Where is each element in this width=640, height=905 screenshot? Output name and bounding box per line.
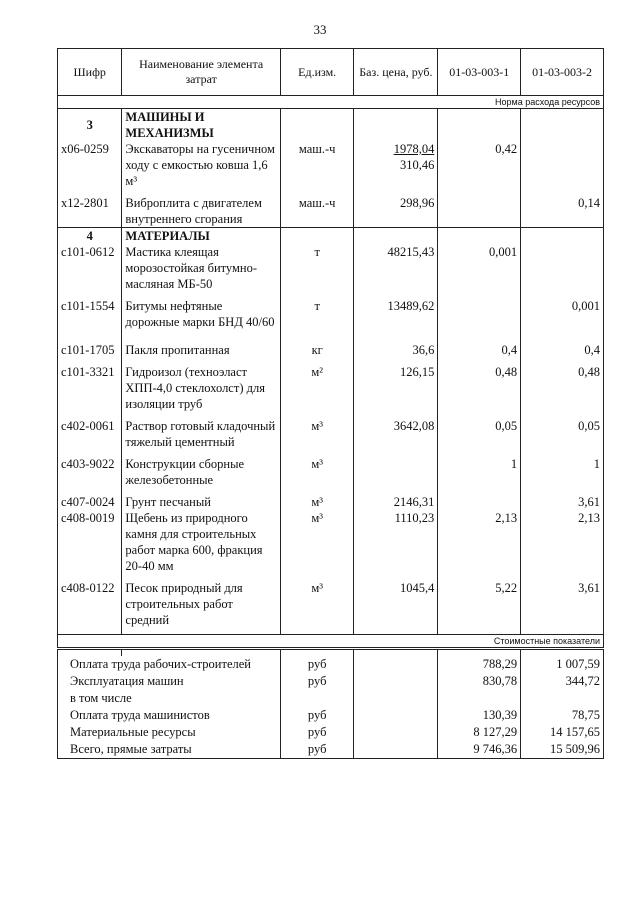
cell-name: Битумы нефтяные дорожные марки БНД 40/60 — [122, 298, 280, 330]
cell-price: 36,6 — [354, 342, 438, 358]
table-row — [58, 456, 604, 488]
cell-name: Раствор готовый кладочный тяжелый цементный — [122, 418, 280, 450]
cell-name: Экскаваторы на гусеничном ходу с емкостью ковша 1,6 м³ — [122, 141, 280, 189]
cell-value-2 — [521, 141, 604, 189]
header-code: Шифр — [58, 49, 122, 96]
section-row — [58, 228, 604, 245]
cell-code: с101-3321 — [58, 364, 122, 412]
total-unit: руб — [280, 724, 354, 741]
cell-unit: м² — [280, 364, 354, 412]
cell-price — [354, 141, 438, 189]
cell-unit: м³ — [280, 418, 354, 450]
cell-unit: м³ — [280, 510, 354, 574]
cell-unit: т — [280, 244, 354, 292]
total-value-2 — [521, 690, 604, 707]
total-value-2: 14 157,65 — [521, 724, 604, 741]
cell-value-2: 3,61 — [521, 494, 604, 510]
cell-value-1: 2,13 — [438, 510, 521, 574]
total-label: Оплата труда рабочих-строителей — [58, 656, 281, 673]
table-row — [58, 141, 604, 189]
total-value-2: 344,72 — [521, 673, 604, 690]
cell-name: Конструкции сборные железобетонные — [122, 456, 280, 488]
cell-unit: маш.-ч — [280, 195, 354, 228]
cell-code: с101-1554 — [58, 298, 122, 330]
total-label: Материальные ресурсы — [58, 724, 281, 741]
total-row — [58, 690, 604, 707]
total-unit: руб — [280, 707, 354, 724]
table-row — [58, 494, 604, 510]
cell-value-1 — [438, 494, 521, 510]
cell-value-1: 0,001 — [438, 244, 521, 292]
total-label: Оплата труда машинистов — [58, 707, 281, 724]
total-row — [58, 656, 604, 673]
cell-price: 298,96 — [354, 195, 438, 228]
cell-unit: кг — [280, 342, 354, 358]
section-title: МАТЕРИАЛЫ — [122, 228, 280, 245]
cell-price: 1045,4 — [354, 580, 438, 628]
cell-name: Пакля пропитанная — [122, 342, 280, 358]
cell-code: х12-2801 — [58, 195, 122, 228]
table-row — [58, 244, 604, 292]
cost-band-label: Стоимостные показатели — [58, 635, 604, 649]
norm-band-row — [58, 96, 604, 109]
total-value-1 — [438, 690, 521, 707]
cell-name: Мастика клеящая морозостойкая битумно-масляная МБ-50 — [122, 244, 280, 292]
resource-norm-table — [57, 48, 604, 759]
cost-band-row — [58, 635, 604, 649]
cell-value-1: 5,22 — [438, 580, 521, 628]
total-value-1: 9 746,36 — [438, 741, 521, 759]
cell-name: Грунт песчаный — [122, 494, 280, 510]
price-value: 1978,04 — [393, 142, 435, 156]
total-row — [58, 673, 604, 690]
cell-unit: м³ — [280, 456, 354, 488]
total-unit — [280, 690, 354, 707]
cell-code: с402-0061 — [58, 418, 122, 450]
section-row — [58, 109, 604, 142]
section-number: 3 — [58, 109, 122, 142]
header-unit: Ед.изм. — [280, 49, 354, 96]
cell-value-2: 0,05 — [521, 418, 604, 450]
cell-name: Щебень из природного камня для строительных работ марка 600, фракция 20-40 мм — [122, 510, 280, 574]
cell-value-2: 0,48 — [521, 364, 604, 412]
cell-code: с408-0122 — [58, 580, 122, 628]
total-label: в том числе — [58, 690, 281, 707]
cell-code: с101-1705 — [58, 342, 122, 358]
cell-value-1: 0,48 — [438, 364, 521, 412]
cell-code: с407-0024 — [58, 494, 122, 510]
total-value-2: 1 007,59 — [521, 656, 604, 673]
cell-code: х06-0259 — [58, 141, 122, 189]
cell-value-2: 2,13 — [521, 510, 604, 574]
table-row — [58, 418, 604, 450]
cell-name: Песок природный для строительных работ средний — [122, 580, 280, 628]
cell-name: Гидроизол (техноэласт ХПП-4,0 стеклохолст) для изоляции труб — [122, 364, 280, 412]
cell-price: 48215,43 — [354, 244, 438, 292]
table-header-row — [58, 49, 604, 96]
cell-unit: т — [280, 298, 354, 330]
total-unit: руб — [280, 656, 354, 673]
total-label: Всего, прямые затраты — [58, 741, 281, 759]
total-row — [58, 707, 604, 724]
cell-value-1: 0,42 — [438, 141, 521, 189]
cell-unit: м³ — [280, 494, 354, 510]
total-row — [58, 741, 604, 759]
header-col1: 01-03-003-1 — [438, 49, 521, 96]
cell-value-1 — [438, 195, 521, 228]
total-value-1: 830,78 — [438, 673, 521, 690]
section-title: МАШИНЫ И МЕХАНИЗМЫ — [122, 109, 280, 142]
cell-value-2: 0,4 — [521, 342, 604, 358]
cell-code: с403-9022 — [58, 456, 122, 488]
table-row — [58, 342, 604, 358]
header-name: Наименование элемента затрат — [122, 49, 280, 96]
total-value-2: 15 509,96 — [521, 741, 604, 759]
table-row — [58, 195, 604, 228]
cell-value-1: 1 — [438, 456, 521, 488]
table-row — [58, 364, 604, 412]
cell-value-2: 1 — [521, 456, 604, 488]
price-value-secondary: 310,46 — [399, 158, 435, 172]
cell-name: Виброплита с двигателем внутреннего сгорания — [122, 195, 280, 228]
total-label: Эксплуатация машин — [58, 673, 281, 690]
cell-value-1 — [438, 298, 521, 330]
cell-unit: маш.-ч — [280, 141, 354, 189]
cell-price: 3642,08 — [354, 418, 438, 450]
table-row — [58, 510, 604, 574]
page-number: 33 — [313, 22, 327, 37]
section-number: 4 — [58, 228, 122, 245]
cell-value-2 — [521, 244, 604, 292]
cell-value-1: 0,4 — [438, 342, 521, 358]
cell-price: 13489,62 — [354, 298, 438, 330]
cell-value-2: 0,14 — [521, 195, 604, 228]
total-value-1: 130,39 — [438, 707, 521, 724]
total-row — [58, 724, 604, 741]
cell-price — [354, 456, 438, 488]
cell-unit: м³ — [280, 580, 354, 628]
cell-value-1: 0,05 — [438, 418, 521, 450]
total-unit: руб — [280, 673, 354, 690]
table-row — [58, 580, 604, 628]
cell-code: с101-0612 — [58, 244, 122, 292]
total-value-1: 788,29 — [438, 656, 521, 673]
table-row — [58, 298, 604, 330]
norm-band-label: Норма расхода ресурсов — [58, 96, 604, 109]
cell-value-2: 0,001 — [521, 298, 604, 330]
total-value-1: 8 127,29 — [438, 724, 521, 741]
header-col2: 01-03-003-2 — [521, 49, 604, 96]
cell-price: 2146,31 — [354, 494, 438, 510]
cell-price: 1110,23 — [354, 510, 438, 574]
total-unit: руб — [280, 741, 354, 759]
cell-price: 126,15 — [354, 364, 438, 412]
total-value-2: 78,75 — [521, 707, 604, 724]
header-price: Баз. цена, руб. — [354, 49, 438, 96]
cell-code: с408-0019 — [58, 510, 122, 574]
cell-value-2: 3,61 — [521, 580, 604, 628]
